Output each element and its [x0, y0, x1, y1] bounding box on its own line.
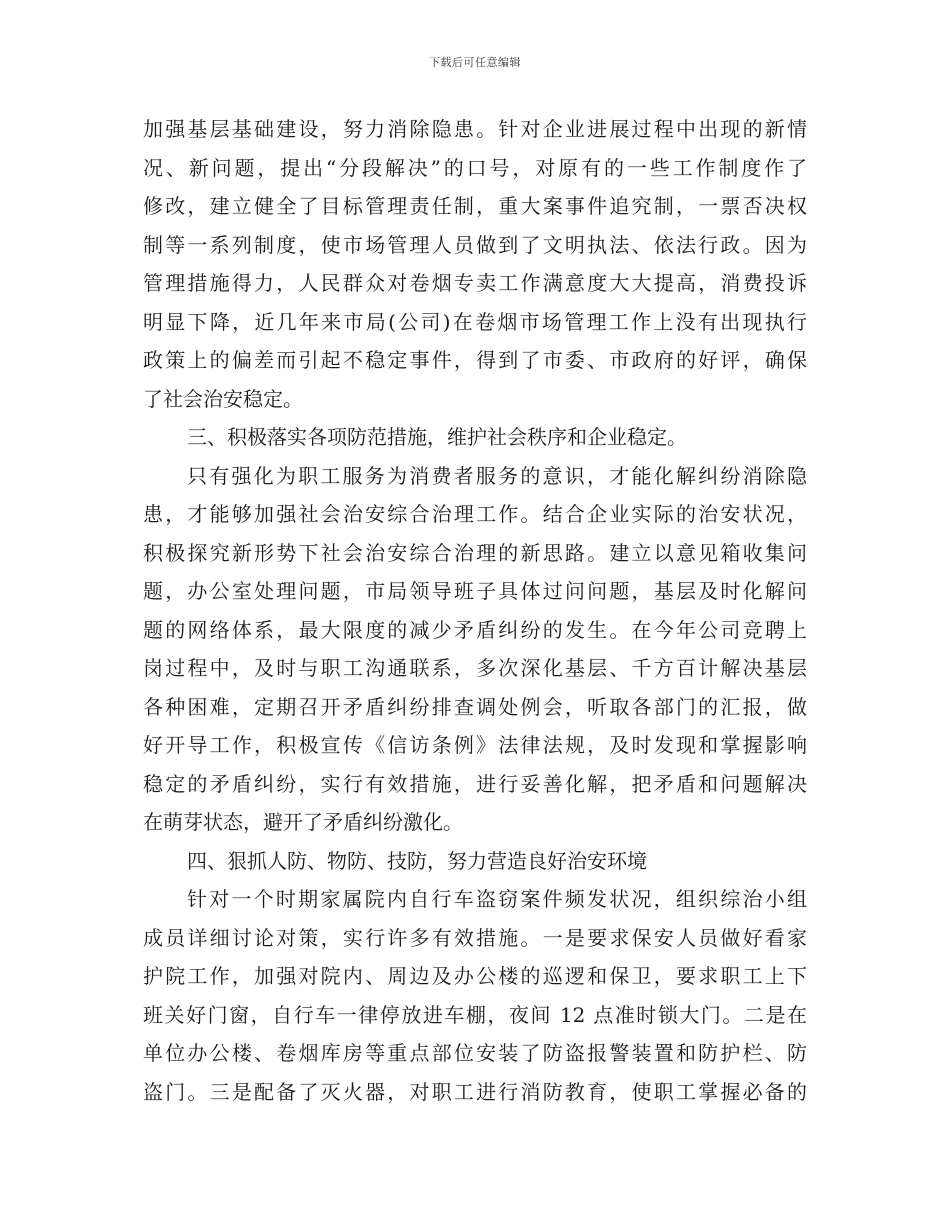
document-body — [143, 110, 807, 1111]
text-line: 针对一个时期家属院内自行车盗窃案件频发状况，组织综治小组 — [187, 887, 807, 911]
text-line: 况、新问题，提出“分段解决”的口号，对原有的一些工作制度作了 — [143, 155, 807, 180]
text-line: 政策上的偏差而引起不稳定事件，得到了市委、市政府的好评，确保 — [143, 348, 807, 372]
text-line: 修改，建立健全了目标管理责任制，重大案事件追究制，一票否决权 — [143, 194, 807, 218]
text-line: 只有强化为职工服务为消费者服务的意识，才能化解纠纷消除隐 — [187, 463, 807, 488]
text-line: 明显下降，近几年来市局(公司)在卷烟市场管理工作上没有出现执行 — [143, 309, 807, 334]
text-line: 患，才能够加强社会治安综合治理工作。结合企业实际的治安状况， — [143, 502, 807, 526]
text-line: 题，办公室处理问题，市局领导班子具体过问问题，基层及时化解问 — [143, 579, 807, 603]
text-line: 在萌芽状态，避开了矛盾纠纷激化。 — [143, 810, 463, 834]
text-line: 了社会治安稳定。 — [143, 386, 303, 411]
text-line: 护院工作，加强对院内、周边及办公楼的巡逻和保卫，要求职工上下 — [143, 964, 807, 988]
page-header: 下载后可任意编辑 — [429, 56, 521, 69]
text-line: 单位办公楼、卷烟库房等重点部位安装了防盗报警装置和防护栏、防 — [143, 1041, 807, 1065]
text-line: 题的网络体系，最大限度的减少矛盾纠纷的发生。在今年公司竞聘上 — [143, 617, 807, 642]
text-line: 稳定的矛盾纠纷，实行有效措施，进行妥善化解，把矛盾和问题解决 — [143, 771, 807, 796]
text-line: 各种困难，定期召开矛盾纠纷排查调处例会，听取各部门的汇报，做 — [143, 694, 807, 719]
text-line: 班关好门窗，自行车一律停放进车棚，夜间 12 点准时锁大门。二是在 — [143, 1002, 807, 1027]
text-line: 岗过程中，及时与职工沟通联系，多次深化基层、千方百计解决基层 — [143, 656, 807, 680]
text-line: 加强基层基础建设，努力消除隐患。针对企业进展过程中出现的新情 — [143, 117, 807, 141]
text-line: 管理措施得力，人民群众对卷烟专卖工作满意度大大提高，消费投诉 — [143, 271, 807, 295]
text-line: 积极探究新形势下社会治安综合治理的新思路。建立以意见箱收集问 — [143, 540, 807, 565]
text-line: 盗门。三是配备了灭火器，对职工进行消防教育，使职工掌握必备的 — [143, 1079, 807, 1104]
section-heading: 三、积极落实各项防范措施，维护社会秩序和企业稳定。 — [187, 425, 687, 449]
text-line: 成员详细讨论对策，实行许多有效措施。一是要求保安人员做好看家 — [143, 925, 807, 950]
text-line: 好开导工作，积极宣传《信访条例》法律法规，及时发现和掌握影响 — [143, 733, 807, 757]
section-heading: 四、狠抓人防、物防、技防，努力营造良好治安环境 — [187, 848, 647, 873]
text-line: 制等一系列制度，使市场管理人员做到了文明执法、依法行政。因为 — [143, 232, 807, 257]
